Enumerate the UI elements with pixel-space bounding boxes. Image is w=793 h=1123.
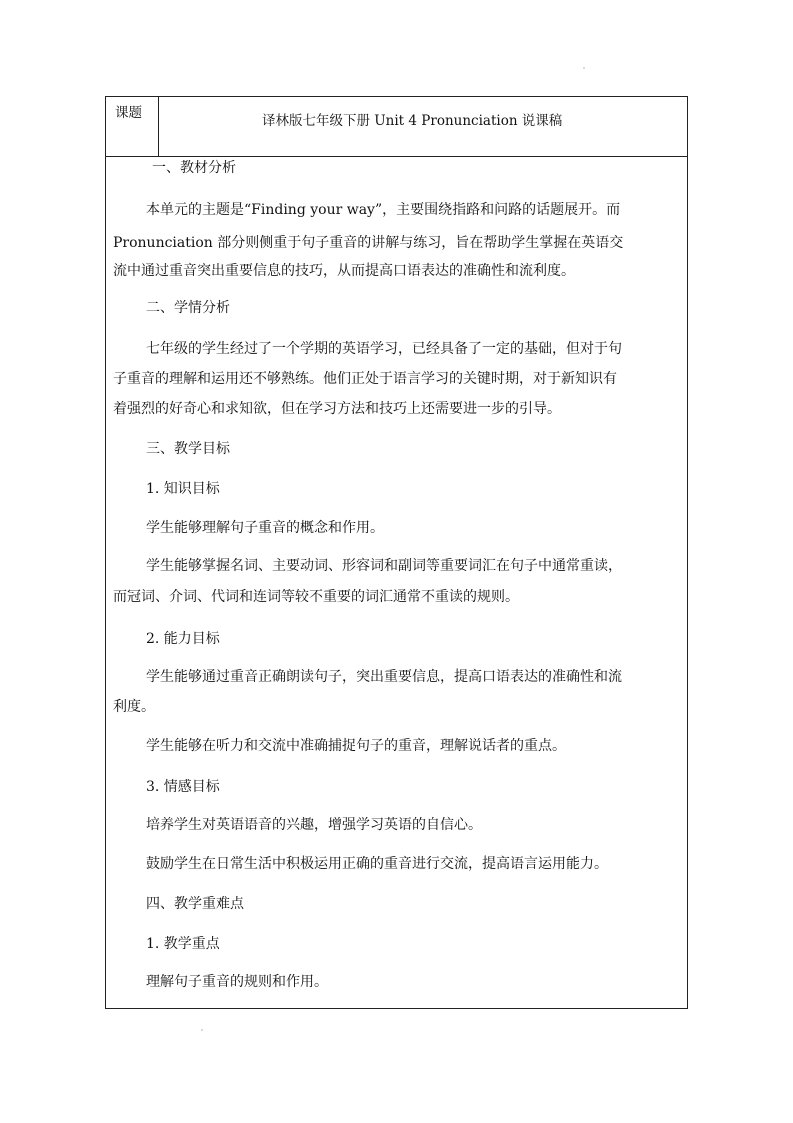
top-margin-mark — [583, 67, 585, 69]
subject-label: 课题 — [115, 105, 142, 121]
lesson-plan-table — [105, 96, 688, 1009]
lesson-title: 译林版七年级下册 Unit 4 Pronunciation 说课稿 — [262, 113, 563, 129]
subsection-heading: 2. 能力目标 — [146, 631, 220, 647]
paragraph-line: 着强烈的好奇心和求知欲，但在学习方法和技巧上还需要进一步的引导。 — [113, 401, 561, 417]
paragraph-line: 利度。 — [113, 699, 155, 715]
paragraph-line: 本单元的主题是“Finding your way”，主要围绕指路和问路的话题展开。而 — [146, 202, 621, 218]
paragraph-line: 学生能够通过重音正确朗读句子，突出重要信息，提高口语表达的准确性和流 — [146, 669, 622, 685]
section-heading: 三、教学目标 — [146, 441, 230, 457]
paragraph-line: 子重音的理解和运用还不够熟练。他们正处于语言学习的关键时期，对于新知识有 — [113, 371, 617, 387]
subsection-heading: 1. 知识目标 — [146, 481, 220, 497]
subject-label-cell — [106, 97, 159, 156]
paragraph-line: 而冠词、介词、代词和连词等较不重要的词汇通常不重读的规则。 — [113, 589, 519, 605]
paragraph-line: 培养学生对英语语音的兴趣，增强学习英语的自信心。 — [146, 817, 482, 833]
section-heading: 一、教材分析 — [152, 160, 236, 176]
bottom-margin-mark — [201, 1029, 203, 1031]
paragraph-line: 鼓励学生在日常生活中积极运用正确的重音进行交流，提高语言运用能力。 — [146, 856, 608, 872]
title-row — [106, 97, 687, 157]
subsection-heading: 3. 情感目标 — [146, 779, 220, 795]
section-heading: 四、教学重难点 — [146, 896, 244, 912]
paragraph-line: 七年级的学生经过了一个学期的英语学习，已经具备了一定的基础，但对于句 — [146, 341, 622, 357]
paragraph-line: 流中通过重音突出重要信息的技巧，从而提高口语表达的准确性和流利度。 — [113, 263, 575, 279]
paragraph-line: 学生能够理解句子重音的概念和作用。 — [146, 520, 384, 536]
paragraph-line: 理解句子重音的规则和作用。 — [146, 974, 328, 990]
section-heading: 二、学情分析 — [146, 300, 230, 316]
paragraph-line: 学生能够掌握名词、主要动词、形容词和副词等重要词汇在句子中通常重读， — [146, 558, 622, 574]
paragraph-line: Pronunciation 部分则侧重于句子重音的讲解与练习，旨在帮助学生掌握在英语交 — [113, 235, 624, 251]
subsection-heading: 1. 教学重点 — [146, 936, 220, 952]
paragraph-line: 学生能够在听力和交流中准确捕捉句子的重音，理解说话者的重点。 — [146, 738, 566, 754]
